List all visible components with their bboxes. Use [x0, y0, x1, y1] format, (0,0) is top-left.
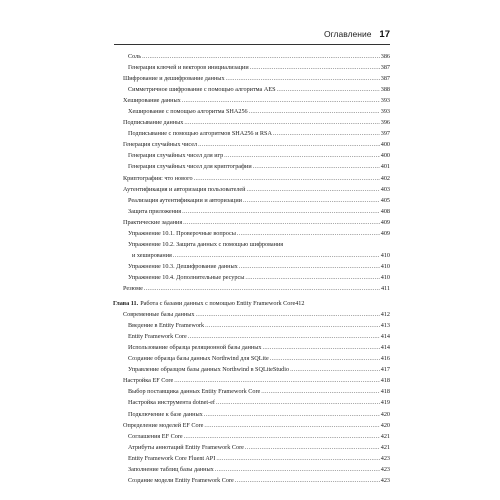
- toc-entry: [113, 117, 390, 128]
- toc-entry: [113, 261, 390, 272]
- toc-entry: [113, 464, 390, 475]
- toc-entry-page: 410: [380, 262, 390, 270]
- toc-entry: [113, 342, 390, 353]
- toc-leader-dots: [215, 464, 380, 475]
- toc-entry: [113, 272, 390, 283]
- toc-leader-dots: [262, 342, 379, 353]
- toc-entry: [113, 173, 390, 184]
- toc-leader-dots: [270, 353, 380, 364]
- toc-leader-dots: [239, 261, 380, 272]
- toc-entry-label: Управление образцом базы данных Northwind в SQLiteStudio: [128, 366, 290, 374]
- toc-entry-label: Определение моделей EF Core: [123, 421, 204, 429]
- toc-section-chapter-11: [113, 309, 390, 486]
- toc-entry-page: 414: [380, 344, 390, 352]
- toc-entry-label: Защита приложения: [128, 207, 182, 215]
- toc-leader-dots: [205, 320, 380, 331]
- toc-entry: [113, 161, 390, 172]
- toc-leader-dots: [216, 453, 379, 464]
- toc-entry-page: 386: [380, 53, 390, 60]
- toc-entry: [113, 184, 390, 195]
- toc-leader-dots: [243, 195, 380, 206]
- toc-entry-label: Хеширование с помощью алгоритма SHA256: [128, 108, 248, 116]
- toc-entry-page: 388: [380, 86, 390, 94]
- toc-entry-label: Выбор поставщика данных Entity Framework Core: [128, 388, 261, 396]
- toc-entry: [113, 217, 390, 228]
- running-head-title: Оглавление: [324, 29, 372, 39]
- toc-entry: [113, 106, 390, 117]
- toc-entry-label: Упражнение 10.4. Дополнительные ресурсы: [128, 273, 245, 281]
- page-number: 17: [379, 29, 390, 40]
- toc-entry-page: 397: [380, 130, 390, 138]
- toc-entry-label: Entity Framework Core Fluent API: [128, 454, 216, 462]
- toc-entry-page: 410: [380, 251, 390, 259]
- toc-entry: [113, 409, 390, 420]
- toc-leader-dots: [245, 442, 380, 453]
- toc-leader-dots: [235, 475, 380, 486]
- toc-entry-label: Подписывание с помощью алгоритмов SHA256 и RSA: [128, 130, 272, 138]
- toc-entry-page: 393: [380, 108, 390, 116]
- toc-leader-dots: [182, 206, 380, 217]
- toc-leader-dots: [182, 95, 380, 106]
- toc-leader-dots: [184, 117, 379, 128]
- toc-entry: [113, 420, 390, 431]
- toc-entry-label: Соль: [128, 53, 142, 60]
- table-of-contents: [113, 51, 390, 486]
- toc-entry-page: 403: [380, 185, 390, 193]
- toc-entry-page: 420: [380, 410, 390, 418]
- toc-entry-wrapped: [113, 239, 390, 261]
- toc-entry-label: Резюме: [123, 284, 143, 292]
- toc-entry: [113, 206, 390, 217]
- toc-entry: [113, 62, 390, 73]
- toc-entry-label: Генерация случайных чисел для криптографии: [128, 163, 252, 171]
- toc-leader-dots: [290, 364, 380, 375]
- toc-entry: [113, 150, 390, 161]
- toc-entry-label: Подписывание данных: [123, 119, 184, 127]
- toc-leader-dots: [204, 420, 379, 431]
- toc-leader-dots: [226, 73, 380, 84]
- toc-leader-dots: [144, 283, 380, 294]
- toc-entry-page: 411: [380, 284, 390, 292]
- toc-entry-label: Реализация аутентификации и авторизации: [128, 196, 242, 204]
- toc-section-before: [113, 51, 390, 239]
- toc-entry-label: Хеширование данных: [123, 97, 181, 105]
- toc-leader-dots: [204, 409, 380, 420]
- toc-entry-label: Настройка EF Core: [123, 377, 174, 385]
- toc-entry-page: 393: [380, 97, 390, 105]
- chapter-label: Глава 11.: [113, 300, 139, 308]
- toc-entry-label: Введение в Entity Framework: [128, 322, 205, 330]
- toc-leader-dots: [142, 51, 380, 62]
- toc-leader-dots: [183, 217, 380, 228]
- toc-entry: [113, 228, 390, 239]
- toc-leader-dots: [198, 139, 380, 150]
- toc-leader-dots: [196, 309, 380, 320]
- chapter-page: 412: [295, 300, 305, 308]
- toc-entry-page: 423: [380, 465, 390, 473]
- toc-entry-label: Упражнение 10.2. Защита данных с помощью шифрования: [128, 240, 284, 248]
- toc-leader-dots: [174, 375, 379, 386]
- toc-entry-page: 387: [380, 75, 390, 83]
- toc-entry: [113, 431, 390, 442]
- toc-entry-page: 419: [380, 399, 390, 407]
- toc-entry-page: 420: [380, 421, 390, 429]
- toc-entry-label: Аутентификация и авторизация пользователей: [123, 185, 246, 193]
- toc-entry-label: Симметричное шифрование с помощью алгоритма AES: [128, 86, 276, 94]
- toc-entry-page: 410: [380, 273, 390, 281]
- toc-entry-label: Криптография: что нового: [123, 174, 193, 182]
- toc-entry-page: 409: [380, 229, 390, 237]
- toc-leader-dots: [237, 228, 380, 239]
- toc-entry: [113, 139, 390, 150]
- toc-entry: [113, 283, 390, 294]
- toc-entry-page: 387: [380, 64, 390, 72]
- toc-chapter-11: [113, 298, 390, 309]
- toc-entry-label: Соглашения EF Core: [128, 432, 183, 440]
- toc-entry: [113, 331, 390, 342]
- toc-leader-dots: [216, 397, 380, 408]
- toc-entry-page: 421: [380, 432, 390, 440]
- toc-entry-label: Генерация ключей и векторов инициализации: [128, 64, 249, 72]
- toc-leader-dots: [173, 250, 380, 261]
- chapter-title: Работа с базами данных с помощью Entity Framework Core: [140, 300, 296, 308]
- toc-leader-dots: [194, 173, 380, 184]
- toc-entry-page: 423: [380, 454, 390, 462]
- toc-entry-page: 423: [380, 476, 390, 484]
- toc-entry-label: Шифрование и дешифрование данных: [123, 75, 225, 83]
- toc-entry-label: Упражнение 10.3. Дешифрование данных: [128, 262, 238, 270]
- toc-entry-page: 396: [380, 119, 390, 127]
- toc-entry-page: 413: [380, 322, 390, 330]
- toc-entry-page: 412: [380, 311, 390, 319]
- toc-leader-dots: [246, 184, 379, 195]
- toc-entry: [113, 475, 390, 486]
- toc-entry: [113, 386, 390, 397]
- toc-entry: [113, 397, 390, 408]
- toc-leader-dots: [188, 331, 380, 342]
- toc-entry-page: 400: [380, 141, 390, 149]
- toc-entry-label: Настройка инструмента dotnet-ef: [128, 399, 215, 407]
- toc-entry: [113, 195, 390, 206]
- toc-entry-label: Генерация случайных чисел: [123, 141, 198, 149]
- toc-entry-label: Entity Framework Core: [128, 333, 187, 341]
- toc-entry: [113, 128, 390, 139]
- toc-entry: [113, 95, 390, 106]
- toc-entry-label: Атрибуты аннотаций Entity Framework Core: [128, 443, 244, 451]
- toc-entry-label: Генерация случайных чисел для игр: [128, 152, 224, 160]
- toc-entry: [113, 453, 390, 464]
- toc-leader-dots: [245, 272, 379, 283]
- toc-leader-dots: [184, 431, 380, 442]
- toc-leader-dots: [277, 84, 380, 95]
- toc-entry-label: Создание образца базы данных Northwind для SQLite: [128, 355, 269, 363]
- toc-entry: [113, 84, 390, 95]
- toc-entry-label: Создание модели Entity Framework Core: [128, 476, 234, 484]
- toc-entry-page: 401: [380, 163, 390, 171]
- toc-entry-label: Практические задания: [123, 218, 183, 226]
- toc-entry-page: 405: [380, 196, 390, 204]
- toc-entry: [113, 51, 390, 62]
- toc-entry-label: Современные базы данных: [123, 311, 195, 319]
- toc-leader-dots: [249, 106, 380, 117]
- toc-entry-label: Подключение к базе данных: [128, 410, 203, 418]
- toc-entry-page: 418: [380, 377, 390, 385]
- toc-entry-label: Использование образца реляционной базы данных: [128, 344, 262, 352]
- toc-leader-dots: [253, 161, 380, 172]
- toc-entry-page: 417: [380, 366, 390, 374]
- toc-entry-page: 400: [380, 152, 390, 160]
- toc-entry-page: 409: [380, 218, 390, 226]
- toc-entry: [113, 73, 390, 84]
- toc-leader-dots: [261, 386, 379, 397]
- toc-entry-page: 416: [380, 355, 390, 363]
- toc-entry: [113, 353, 390, 364]
- toc-entry-page: 408: [380, 207, 390, 215]
- header-rule: [114, 44, 390, 45]
- toc-entry: [113, 320, 390, 331]
- toc-entry-page: 402: [380, 174, 390, 182]
- toc-entry: [113, 364, 390, 375]
- toc-entry-label: Упражнение 10.1. Проверочные вопросы: [128, 229, 236, 237]
- toc-entry-page: 418: [380, 388, 390, 396]
- running-head: [324, 29, 390, 40]
- toc-entry-label-cont: и хеширования: [132, 251, 172, 259]
- toc-entry: [113, 309, 390, 320]
- toc-leader-dots: [250, 62, 380, 73]
- toc-entry: [113, 375, 390, 386]
- toc-leader-dots: [273, 128, 380, 139]
- toc-entry-page: 414: [380, 333, 390, 341]
- toc-leader-dots: [224, 150, 380, 161]
- toc-entry: [113, 442, 390, 453]
- toc-section-after: [113, 261, 390, 294]
- toc-entry-label: Заполнение таблиц базы данных: [128, 465, 214, 473]
- toc-entry-page: 421: [380, 443, 390, 451]
